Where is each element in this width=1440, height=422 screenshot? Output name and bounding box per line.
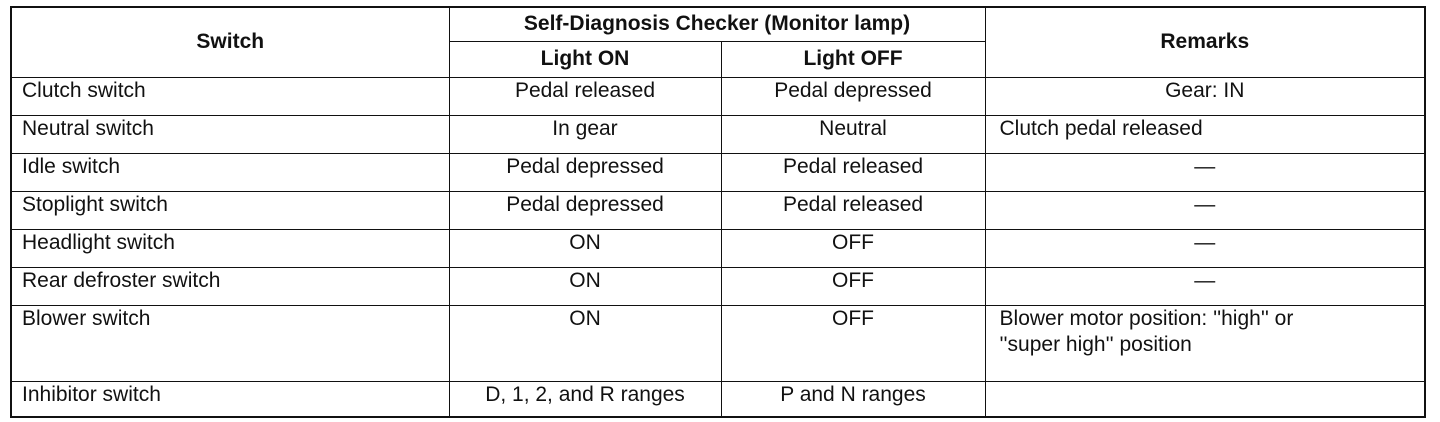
switch-cell: Inhibitor switch [11,381,449,417]
light-off-cell: Neutral [721,115,985,153]
remarks-cell: — [985,191,1425,229]
header-row-top [11,7,1425,41]
table-row [11,191,1425,229]
switch-cell: Rear defroster switch [11,267,449,305]
light-on-cell: Pedal depressed [449,153,721,191]
light-on-cell: In gear [449,115,721,153]
remarks-line-2: ''super high'' position [999,332,1192,356]
light-on-cell: ON [449,267,721,305]
light-off-cell: Pedal depressed [721,77,985,115]
remarks-line-1: Blower motor position: ''high'' or [999,306,1294,330]
switch-cell: Idle switch [11,153,449,191]
header-light-off: Light OFF [721,41,985,77]
remarks-cell: Gear: IN [985,77,1425,115]
header-switch: Switch [11,7,449,77]
light-on-cell: ON [449,229,721,267]
remarks-cell: — [985,229,1425,267]
light-off-cell: Pedal released [721,191,985,229]
switch-cell: Neutral switch [11,115,449,153]
light-on-cell: D, 1, 2, and R ranges [449,381,721,417]
remarks-cell: Clutch pedal released [985,115,1425,153]
header-remarks: Remarks [985,7,1425,77]
table-row [11,115,1425,153]
table-row [11,77,1425,115]
switch-cell: Blower switch [11,305,449,381]
table-row [11,153,1425,191]
light-on-cell: Pedal released [449,77,721,115]
header-checker: Self-Diagnosis Checker (Monitor lamp) [449,7,985,41]
self-diagnosis-table [10,6,1426,418]
light-on-cell: Pedal depressed [449,191,721,229]
header-light-on: Light ON [449,41,721,77]
remarks-cell [985,381,1425,417]
table-row [11,229,1425,267]
remarks-cell: — [985,267,1425,305]
table-row [11,381,1425,417]
switch-cell: Headlight switch [11,229,449,267]
light-on-cell: ON [449,305,721,381]
light-off-cell: Pedal released [721,153,985,191]
light-off-cell: P and N ranges [721,381,985,417]
table-row [11,267,1425,305]
light-off-cell: OFF [721,305,985,381]
switch-cell: Clutch switch [11,77,449,115]
table-row [11,305,1425,381]
remarks-cell [985,305,1425,381]
switch-cell: Stoplight switch [11,191,449,229]
remarks-cell: — [985,153,1425,191]
light-off-cell: OFF [721,229,985,267]
light-off-cell: OFF [721,267,985,305]
